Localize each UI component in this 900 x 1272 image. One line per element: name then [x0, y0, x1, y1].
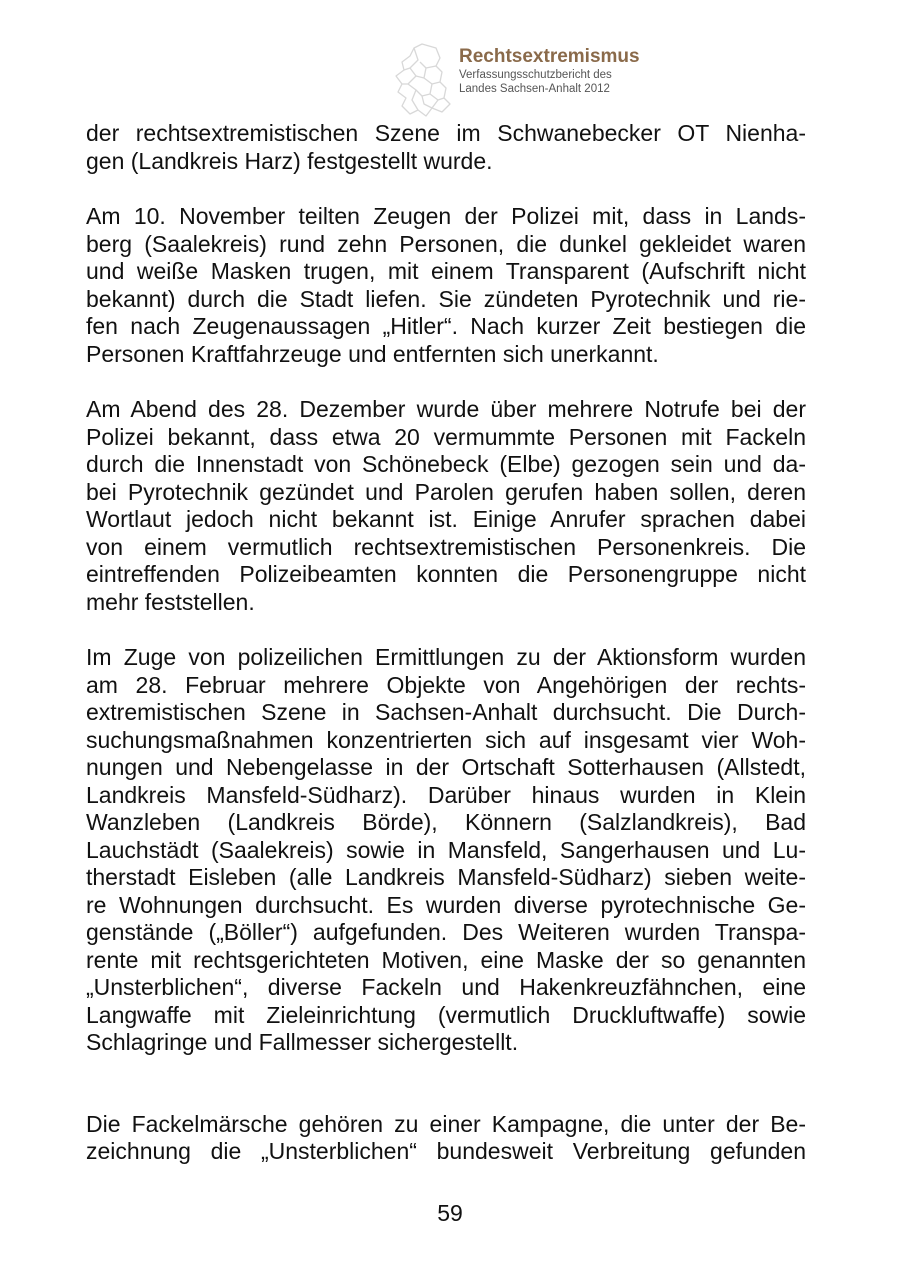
text-line: Wanzleben (Landkreis Börde), Könnern (Salzlandkreis), Bad — [86, 809, 806, 835]
text-line: Lauchstädt (Saalekreis) sowie in Mansfeld, Sangerhausen und Lu- — [86, 836, 806, 863]
text-line: der rechtsextremistischen Szene im Schwanebecker OT Nienha- — [86, 120, 806, 146]
page-number: 59 — [437, 1200, 463, 1226]
paragraph-3 — [86, 396, 806, 616]
text-line: Am 10. November teilten Zeugen der Polizei mit, dass in Lands- — [86, 203, 806, 229]
text-line: nungen und Nebengelasse in der Ortschaft Sotterhausen (Allstedt, — [86, 754, 806, 780]
text-line: rente mit rechtsgerichteten Motiven, eine Maske der so genannten — [86, 946, 806, 973]
page-body — [86, 120, 806, 1166]
text-line: Im Zuge von polizeilichen Ermittlungen zu der Aktionsform wurden — [86, 644, 806, 670]
text-line: Polizei bekannt, dass etwa 20 vermummte Personen mit Fackeln — [86, 423, 806, 450]
text-line: durch die Innenstadt von Schönebeck (Elbe) gezogen sein und da- — [86, 451, 806, 477]
text-line: Langwaffe mit Zieleinrichtung (vermutlich Druckluftwaffe) sowie — [86, 1001, 806, 1028]
text-line: Personen Kraftfahrzeuge und entfernten sich unerkannt. — [86, 340, 659, 367]
paragraph-1 — [86, 120, 806, 175]
header-text — [459, 46, 699, 96]
text-line: gen (Landkreis Harz) festgestellt wurde. — [86, 147, 493, 174]
paragraph-5 — [86, 1111, 806, 1166]
text-line: fen nach Zeugenaussagen „Hitler“. Nach kurzer Zeit bestiegen die — [86, 313, 806, 339]
saxony-anhalt-map-icon — [392, 42, 464, 118]
text-line: extremistischen Szene in Sachsen-Anhalt durchsucht. Die Durch- — [86, 699, 806, 725]
text-line: genstände („Böller“) aufgefunden. Des Weiteren wurden Transpa- — [86, 919, 806, 945]
text-line: therstadt Eisleben (alle Landkreis Mansfeld-Südharz) sieben weite- — [86, 864, 806, 890]
header-subtitle-line1: Verfassungsschutzbericht des — [459, 69, 612, 81]
text-line: am 28. Februar mehrere Objekte von Angehörigen der rechts- — [86, 671, 806, 698]
text-line: suchungsmaßnahmen konzentrierten sich auf insgesamt vier Woh- — [86, 726, 806, 753]
header-title: Rechtsextremismus — [459, 46, 640, 67]
text-line: bei Pyrotechnik gezündet und Parolen gerufen haben sollen, deren — [86, 478, 806, 505]
text-line: von einem vermutlich rechtsextremistischen Personenkreis. Die — [86, 533, 806, 560]
text-line: zeichnung die „Unsterblichen“ bundesweit Verbreitung gefunden — [86, 1138, 806, 1164]
text-line: berg (Saalekreis) rund zehn Personen, die dunkel gekleidet waren — [86, 230, 806, 257]
text-line: Landkreis Mansfeld-Südharz). Darüber hinaus wurden in Klein — [86, 781, 806, 808]
text-line: bekannt) durch die Stadt liefen. Sie zündeten Pyrotechnik und rie- — [86, 285, 806, 312]
header-subtitle-line2: Landes Sachsen-Anhalt 2012 — [459, 83, 610, 95]
text-line: Wortlaut jedoch nicht bekannt ist. Einige Anrufer sprachen dabei — [86, 506, 806, 532]
text-line: Schlagringe und Fallmesser sichergestellt. — [86, 1029, 519, 1055]
text-line: Am Abend des 28. Dezember wurde über mehrere Notrufe bei der — [86, 396, 806, 422]
text-line: re Wohnungen durchsucht. Es wurden diverse pyrotechnische Ge- — [86, 891, 806, 918]
text-line: und weiße Masken trugen, mit einem Transparent (Aufschrift nicht — [86, 258, 806, 284]
page-header — [392, 40, 692, 120]
paragraph-4 — [86, 644, 806, 1057]
paragraph-2 — [86, 203, 806, 368]
text-line: eintreffenden Polizeibeamten konnten die Personengruppe nicht — [86, 561, 806, 587]
text-line: Die Fackelmärsche gehören zu einer Kampagne, die unter der Be- — [86, 1110, 806, 1137]
text-line: „Unsterblichen“, diverse Fackeln und Hakenkreuzfähnchen, eine — [86, 974, 806, 1000]
text-line: mehr feststellen. — [86, 588, 255, 615]
